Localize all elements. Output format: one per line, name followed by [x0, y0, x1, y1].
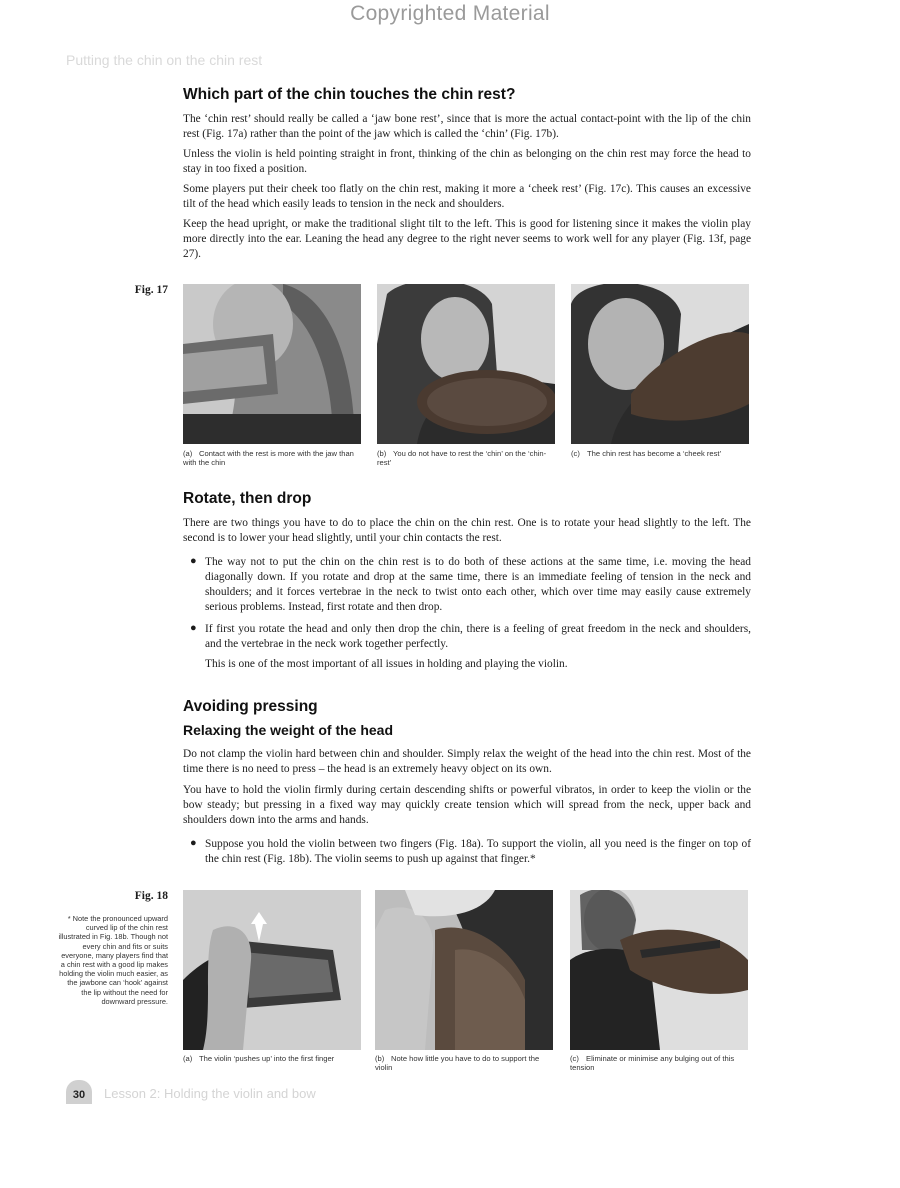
bullet-item: ● If first you rotate the head and only then drop the chin, there is a feeling of great freedom in the neck and shoulders, and the vertebrae in the neck work together perfectly.	[190, 622, 751, 650]
page-number: 30	[66, 1080, 92, 1104]
caption-18a: (a) The violin ‘pushes up’ into the first finger	[183, 1054, 335, 1063]
subsection-heading: Relaxing the weight of the head	[183, 722, 394, 738]
sidenote: * Note the pronounced upward curved lip of the chin rest illustrated in Fig. 18b. Though not every chin and fits or suits everyone, many players find that a chin rest with a good lip makes holding the violin much easier, as the jawbone can ‘hook’ against the lip without the need for downward pressure.	[58, 914, 168, 1006]
caption-17c: (c) The chin rest has become a ‘cheek rest’	[571, 449, 722, 458]
running-head: Putting the chin on the chin rest	[66, 52, 263, 68]
caption-17a: (a) Contact with the rest is more with the jaw than with the chin	[183, 449, 354, 467]
bullet-icon: ●	[190, 555, 197, 567]
watermark: Copyrighted Material	[350, 2, 550, 25]
photo-two-fingers	[183, 890, 361, 1050]
caption-17b: (b) You do not have to rest the ‘chin’ on the ‘chin-rest’	[377, 449, 547, 467]
photo-finger-on-chin-rest	[375, 890, 553, 1050]
bullet-item: ● The way not to put the chin on the chin rest is to do both of these actions at the same time, i.e. moving the head diagonally down. If you rotate and drop at the same time, there is an immediate feeling of tension in the neck and shoulders; and it forces vertebrae in the neck to twist onto each other, which over time may easily cause extremely serious problems. Instead, first rotate and then drop.	[190, 555, 751, 613]
section-heading: Which part of the chin touches the chin rest?	[183, 86, 516, 103]
bullet-icon: ●	[190, 837, 197, 849]
section1-body	[183, 112, 751, 262]
caption-18c: (c) Eliminate or minimise any bulging out of this tension	[570, 1054, 735, 1072]
paragraph: Unless the violin is held pointing straight in front, thinking of the chin as belonging on the chin rest may force the head to stay in too fixed a position.	[183, 148, 751, 175]
photo-chin-rest	[377, 284, 555, 444]
photo-jaw-contact	[183, 284, 361, 444]
section3-body	[183, 747, 751, 867]
section-heading: Rotate, then drop	[183, 490, 312, 507]
paragraph: Keep the head upright, or make the traditional slight tilt to the left. This is good for listening since it makes the violin play more directly into the ear. Leaning the head any degree to the right never seems to work well for any player (Fig. 13f, page 27).	[183, 218, 751, 260]
section2-body	[183, 516, 751, 672]
section-which-part	[183, 86, 751, 104]
paragraph: You have to hold the violin firmly during certain descending shifts or powerful vibratos, in order to keep the violin or the bow steady; but pressing in a fixed way may quickly create tension which will spread from the neck, upper back and shoulders down into the arms and hands.	[183, 784, 751, 826]
figure-label: Fig. 17	[134, 284, 168, 296]
section-rotate-drop	[183, 490, 751, 508]
footer-chapter: Lesson 2: Holding the violin and bow	[104, 1086, 316, 1101]
photo-cheek-rest	[571, 284, 749, 444]
section-heading: Avoiding pressing	[183, 698, 318, 715]
bullet-icon: ●	[190, 622, 197, 634]
paragraph: Some players put their cheek too flatly on the chin rest, making it more a ‘cheek rest’ (Fig. 17c). This causes an excessive tilt of the head which easily leads to tension in the neck and shoulders.	[183, 183, 751, 210]
bullet-item: ● Suppose you hold the violin between two fingers (Fig. 18a). To support the violin, all you need is the finger on top of the chin rest (Fig. 18b). The violin seems to push up against that finger.*	[190, 837, 751, 865]
caption-18b: (b) Note how little you have to do to support the violin	[375, 1054, 540, 1072]
section-avoiding-pressing	[183, 698, 751, 716]
paragraph: There are two things you have to do to place the chin on the chin rest. One is to rotate your head slightly to the left. The second is to lower your head slightly, until your chin contacts the rest.	[183, 517, 751, 544]
paragraph: The ‘chin rest’ should really be called a ‘jaw bone rest’, since that is more the actual contact-point with the lip of the chin rest (Fig. 17a) rather than the point of the jaw which is called the ‘chin’ (Fig. 17b).	[183, 113, 751, 140]
paragraph: Do not clamp the violin hard between chin and shoulder. Simply relax the weight of the head into the chin rest. Most of the time there is no need to press – the head is an extremely heavy object on its own.	[183, 748, 751, 775]
note: This is one of the most important of all issues in holding and playing the violin.	[205, 658, 568, 670]
figure-label: Fig. 18	[134, 890, 168, 902]
subsection-relaxing	[183, 722, 751, 738]
photo-eliminate-tension	[570, 890, 748, 1050]
